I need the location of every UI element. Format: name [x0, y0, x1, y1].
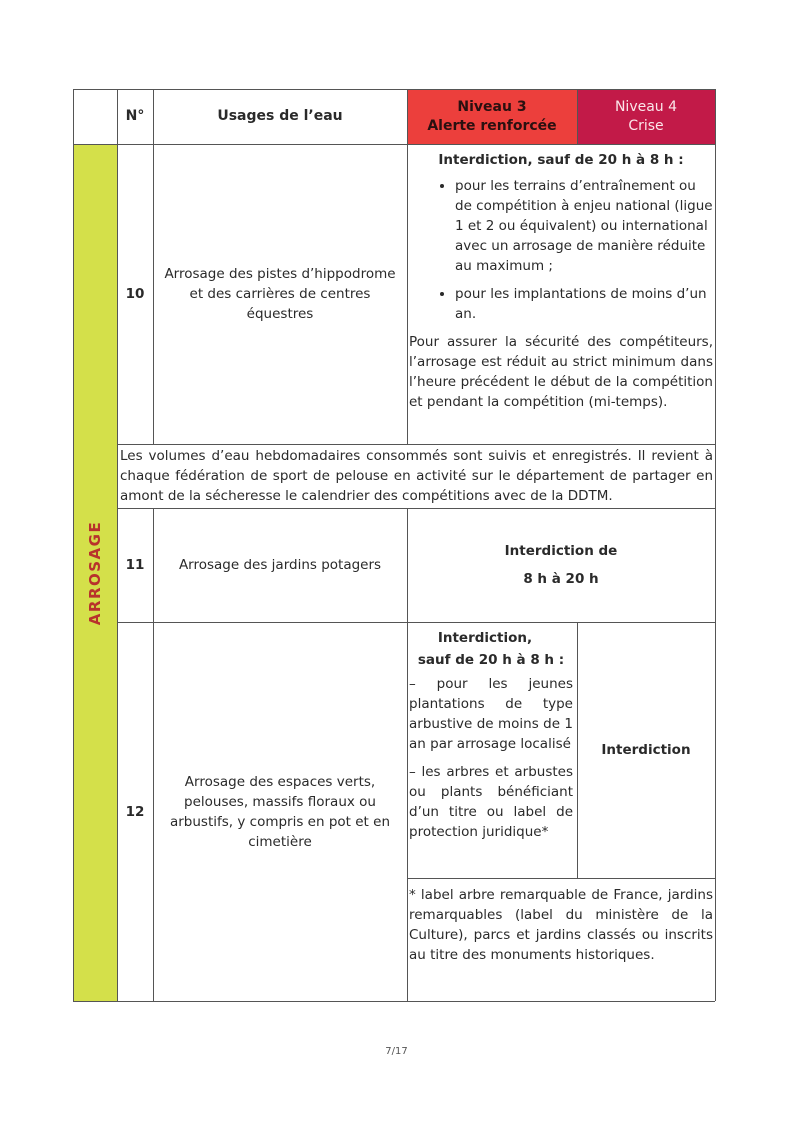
grid-usage-right-b	[407, 508, 408, 1001]
grid-niveau-split-a	[577, 89, 578, 144]
niveau3-line1: Niveau 3	[457, 98, 527, 115]
grid-bottom	[73, 1001, 715, 1002]
row12-num: 12	[125, 804, 145, 820]
row10-title: Interdiction, sauf de 20 h à 8 h :	[438, 152, 684, 168]
row10-paragraph: Pour assurer la sécurité des compétiteurs, l’arrosage est réduit au strict minimum dans l’heure précédent le début de la compétition et pendant la compétition (mi-temps).	[409, 334, 713, 410]
grid-right	[715, 89, 716, 1001]
row12-title2: sauf de 20 h à 8 h :	[417, 652, 565, 668]
row11-line1: Interdiction de	[504, 543, 618, 559]
page-number: 7/17	[385, 1046, 408, 1057]
header-num: N°	[125, 108, 145, 124]
niveau4-line2: Crise	[628, 117, 664, 134]
grid-row10-bottom	[117, 444, 715, 445]
row12-footnote: * label arbre remarquable de France, jardins remarquables (label du ministère de la Culture), parcs et jardins classés ou inscrits au titre des monuments historiques.	[409, 887, 713, 963]
grid-header-bottom	[73, 144, 715, 145]
grid-top	[73, 89, 715, 90]
category-label: ARROSAGE	[86, 520, 104, 626]
row12-rule-niveau3	[407, 628, 575, 842]
grid-num-right-b	[153, 508, 154, 1001]
row10-bullet1: • pour les terrains d’entraînement ou de compétition à enjeu national (ligue 1 et 2 ou équivalent) ou international avec un arrosage de manière réduite au maximum ;	[455, 176, 713, 276]
grid-row11-bottom	[117, 622, 715, 623]
niveau3-line2: Alerte renforcée	[427, 117, 557, 134]
header-niveau3	[407, 89, 577, 144]
row10-usage: Arrosage des pistes d’hippodrome et des carrières de centres équestres	[164, 266, 396, 322]
row11-usage: Arrosage des jardins potagers	[178, 557, 382, 573]
row11-num: 11	[125, 557, 145, 573]
header-usages: Usages de l’eau	[217, 108, 343, 124]
row12-rule-niveau4: Interdiction	[601, 742, 691, 758]
row12-dash1: – pour les jeunes plantations de type arbustive de moins de 1 an par arrosage localisé	[409, 676, 573, 752]
volumes-note: Les volumes d’eau hebdomadaires consommés sont suivis et enregistrés. Il revient à chaque fédération de sport de pelouse en activité sur le département de partager en amont de la sécheresse le calendrier des compétitions avec de la DDTM.	[120, 448, 713, 504]
row10-rule	[409, 150, 713, 412]
niveau4-line1: Niveau 4	[614, 98, 678, 115]
row12-usage: Arrosage des espaces verts, pelouses, massifs floraux ou arbustifs, y compris en pot et en cimetière	[169, 774, 391, 850]
grid-niveau-split-b	[577, 622, 578, 878]
grid-row12-split	[407, 878, 715, 879]
grid-usage-right-a	[407, 89, 408, 444]
grid-num-right-a	[153, 89, 154, 444]
row11-line2: 8 h à 20 h	[523, 571, 599, 587]
header-niveau4	[577, 89, 715, 144]
row12-title1: Interdiction,	[437, 630, 533, 646]
row10-num: 10	[125, 286, 145, 302]
row10-bullet2: • pour les implantations de moins d’un an.	[455, 284, 713, 324]
grid-left	[73, 89, 74, 1001]
grid-band-right	[117, 89, 118, 1001]
grid-note-bottom	[117, 508, 715, 509]
row11-rule	[407, 508, 715, 622]
row12-dash2: – les arbres et arbustes ou plants bénéficiant d’un titre ou label de protection juridique*	[409, 764, 573, 840]
